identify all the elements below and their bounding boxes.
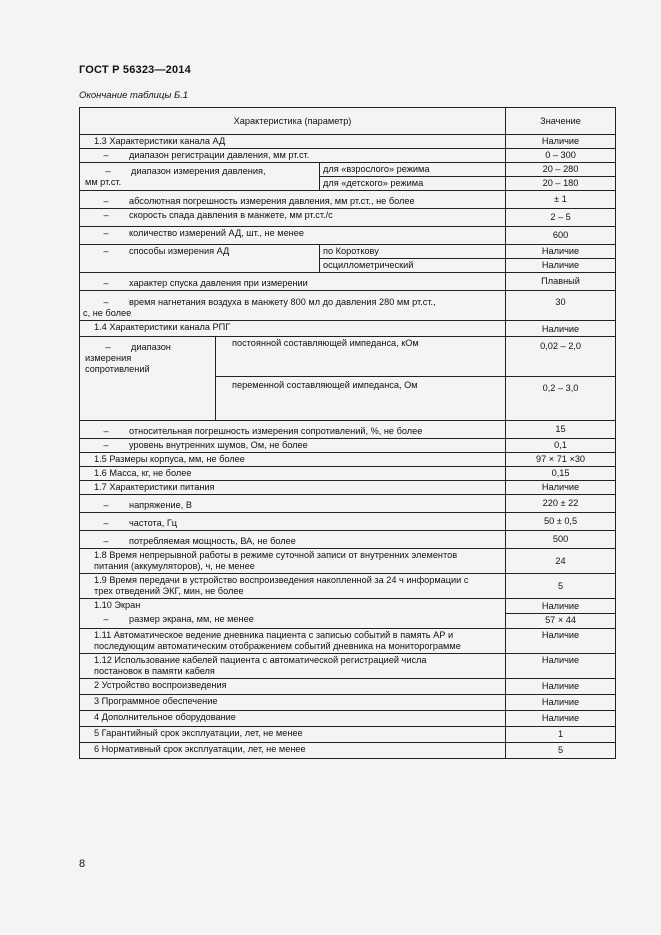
table-row bbox=[80, 163, 616, 177]
row-value: 220 ± 22 bbox=[506, 495, 616, 513]
row-value: 50 ± 0,5 bbox=[506, 513, 616, 531]
dash: – bbox=[103, 246, 109, 256]
row-value: Наличие bbox=[506, 629, 616, 654]
dash: – bbox=[103, 228, 109, 238]
row-value: Наличие bbox=[506, 695, 616, 711]
table-row bbox=[80, 513, 616, 531]
row-label: уровень внутренних шумов, Ом, не более bbox=[129, 440, 308, 450]
table-row bbox=[80, 453, 616, 467]
dash: – bbox=[103, 500, 109, 510]
table-row bbox=[80, 727, 616, 743]
row-value: 5 bbox=[506, 574, 616, 599]
row-label: 4 Дополнительное оборудование bbox=[80, 711, 506, 727]
table-row bbox=[80, 599, 616, 614]
dash: – bbox=[105, 165, 111, 176]
row-value: 1 bbox=[506, 727, 616, 743]
document-header: ГОСТ Р 56323—2014 bbox=[79, 64, 191, 76]
dash: – bbox=[103, 297, 109, 307]
row-label: размер экрана, мм, не менее bbox=[129, 614, 254, 624]
table-caption: Окончание таблицы Б.1 bbox=[79, 90, 189, 101]
dash: – bbox=[103, 440, 109, 450]
row-label: 1.7 Характеристики питания bbox=[80, 481, 506, 495]
table-row bbox=[80, 337, 616, 377]
row-value: 0,02 – 2,0 bbox=[506, 337, 616, 377]
table-row bbox=[80, 149, 616, 163]
sub-label: для «взрослого» режима bbox=[320, 163, 506, 177]
row-label-cont: с, не более bbox=[83, 308, 132, 318]
table-row bbox=[80, 549, 616, 574]
row-label: время нагнетания воздуха в манжету 800 мл до давления 280 мм рт.ст., bbox=[129, 297, 436, 307]
row-value: 5 bbox=[506, 743, 616, 759]
page-number: 8 bbox=[79, 858, 86, 870]
table-row bbox=[80, 321, 616, 337]
row-label-cont: последующим автоматическим отображением событий дневника на мониторограмме bbox=[94, 641, 461, 651]
sub-label: для «детского» режима bbox=[320, 177, 506, 191]
dash: – bbox=[103, 196, 109, 206]
row-value: Наличие bbox=[506, 711, 616, 727]
row-value: 600 bbox=[506, 227, 616, 245]
table-row bbox=[80, 273, 616, 291]
row-value: 57 × 44 bbox=[506, 613, 616, 629]
dash: – bbox=[103, 150, 109, 160]
row-label: способы измерения АД bbox=[129, 246, 230, 256]
row-value: 0,2 – 3,0 bbox=[506, 377, 616, 421]
row-value: 0,1 bbox=[506, 439, 616, 453]
dash: – bbox=[103, 426, 109, 436]
table-row bbox=[80, 227, 616, 245]
row-label: частота, Гц bbox=[129, 518, 178, 528]
dash: – bbox=[105, 342, 111, 352]
row-value: Наличие bbox=[506, 245, 616, 259]
row-value: Плавный bbox=[506, 273, 616, 291]
row-label: 1.12 Использование кабелей пациента с автоматической регистрацией числа bbox=[94, 655, 427, 665]
row-value: 500 bbox=[506, 531, 616, 549]
sub-label: осциллометрический bbox=[320, 259, 506, 273]
dash: – bbox=[103, 518, 109, 528]
row-value: 2 – 5 bbox=[506, 209, 616, 227]
row-label: 1.8 Время непрерывной работы в режиме суточной записи от внутренних элементов bbox=[94, 550, 458, 560]
row-value: 0 – 300 bbox=[506, 149, 616, 163]
table-row bbox=[80, 654, 616, 679]
row-label: 6 Нормативный срок эксплуатации, лет, не менее bbox=[80, 743, 506, 759]
row-label: напряжение, В bbox=[129, 500, 192, 510]
dash: – bbox=[103, 210, 109, 220]
table-row bbox=[80, 135, 616, 149]
row-value: Наличие bbox=[506, 259, 616, 273]
table-row bbox=[80, 245, 616, 259]
table-header-row bbox=[80, 108, 616, 135]
row-value: 20 – 280 bbox=[506, 163, 616, 177]
table-row bbox=[80, 495, 616, 513]
table-row bbox=[80, 481, 616, 495]
row-value: 24 bbox=[506, 549, 616, 574]
table-row bbox=[80, 531, 616, 549]
row-label: количество измерений АД, шт., не менее bbox=[129, 228, 304, 238]
table-row bbox=[80, 421, 616, 439]
sub-label: по Короткову bbox=[320, 245, 506, 259]
table-row bbox=[80, 191, 616, 209]
table-row bbox=[80, 695, 616, 711]
table-row bbox=[80, 629, 616, 654]
row-label: скорость спада давления в манжете, мм рт.ст./с bbox=[129, 210, 333, 220]
table-row bbox=[80, 291, 616, 321]
row-label-cont: измерения bbox=[85, 353, 132, 363]
row-label: диапазон bbox=[131, 342, 171, 352]
row-value: Наличие bbox=[506, 481, 616, 495]
row-value: Наличие bbox=[506, 321, 616, 337]
row-label-cont: постановок в памяти кабеля bbox=[94, 666, 215, 676]
row-label: 1.5 Размеры корпуса, мм, не более bbox=[80, 453, 506, 467]
row-label: характер спуска давления при измерении bbox=[129, 278, 308, 288]
row-value: 30 bbox=[506, 291, 616, 321]
col-header-value: Значение bbox=[506, 108, 616, 135]
row-label: 1.3 Характеристики канала АД bbox=[80, 135, 506, 149]
row-label: 1.10 Экран bbox=[80, 599, 506, 614]
row-label-cont: сопротивлений bbox=[85, 364, 150, 374]
row-value: 20 – 180 bbox=[506, 177, 616, 191]
row-label-cont: мм рт.ст. bbox=[85, 176, 122, 187]
table-row bbox=[80, 679, 616, 695]
dash: – bbox=[103, 614, 109, 624]
row-label: 1.6 Масса, кг, не более bbox=[80, 467, 506, 481]
row-value: 97 × 71 ×30 bbox=[506, 453, 616, 467]
row-value: ± 1 bbox=[506, 191, 616, 209]
dash: – bbox=[103, 536, 109, 546]
table-row bbox=[80, 574, 616, 599]
sub-label: переменной составляющей импеданса, Ом bbox=[216, 377, 506, 421]
dash: – bbox=[103, 278, 109, 288]
row-value: Наличие bbox=[506, 654, 616, 679]
sub-label: постоянной составляющей импеданса, кОм bbox=[216, 337, 506, 377]
table-row bbox=[80, 613, 616, 629]
row-label: 1.9 Время передачи в устройство воспроизведения накопленной за 24 ч информации с bbox=[94, 575, 469, 585]
table-row bbox=[80, 711, 616, 727]
table-row bbox=[80, 209, 616, 227]
row-value: Наличие bbox=[506, 135, 616, 149]
row-value: 15 bbox=[506, 421, 616, 439]
row-value: 0,15 bbox=[506, 467, 616, 481]
row-label: 5 Гарантийный срок эксплуатации, лет, не менее bbox=[80, 727, 506, 743]
row-label: потребляемая мощность, ВА, не более bbox=[129, 536, 296, 546]
row-label: относительная погрешность измерения сопротивлений, %, не более bbox=[129, 426, 423, 436]
row-label-cont: питания (аккумуляторов), ч, не менее bbox=[94, 561, 255, 571]
row-label: абсолютная погрешность измерения давления, мм рт.ст., не более bbox=[129, 196, 415, 206]
row-label-cont: трех отведений ЭКГ, мин, не более bbox=[94, 586, 244, 596]
row-label: 1.11 Автоматическое ведение дневника пациента с записью событий в память АР и bbox=[94, 630, 454, 640]
row-value: Наличие bbox=[506, 679, 616, 695]
table-row bbox=[80, 467, 616, 481]
row-label: 2 Устройство воспроизведения bbox=[80, 679, 506, 695]
table-row bbox=[80, 743, 616, 759]
row-label: 1.4 Характеристики канала РПГ bbox=[80, 321, 506, 337]
spec-table bbox=[79, 107, 616, 759]
table-row bbox=[80, 439, 616, 453]
col-header-param: Характеристика (параметр) bbox=[80, 108, 506, 135]
row-label: диапазон регистрации давления, мм рт.ст. bbox=[129, 150, 310, 160]
row-label: диапазон измерения давления, bbox=[131, 165, 266, 176]
row-value: Наличие bbox=[506, 599, 616, 614]
row-label: 3 Программное обеспечение bbox=[80, 695, 506, 711]
